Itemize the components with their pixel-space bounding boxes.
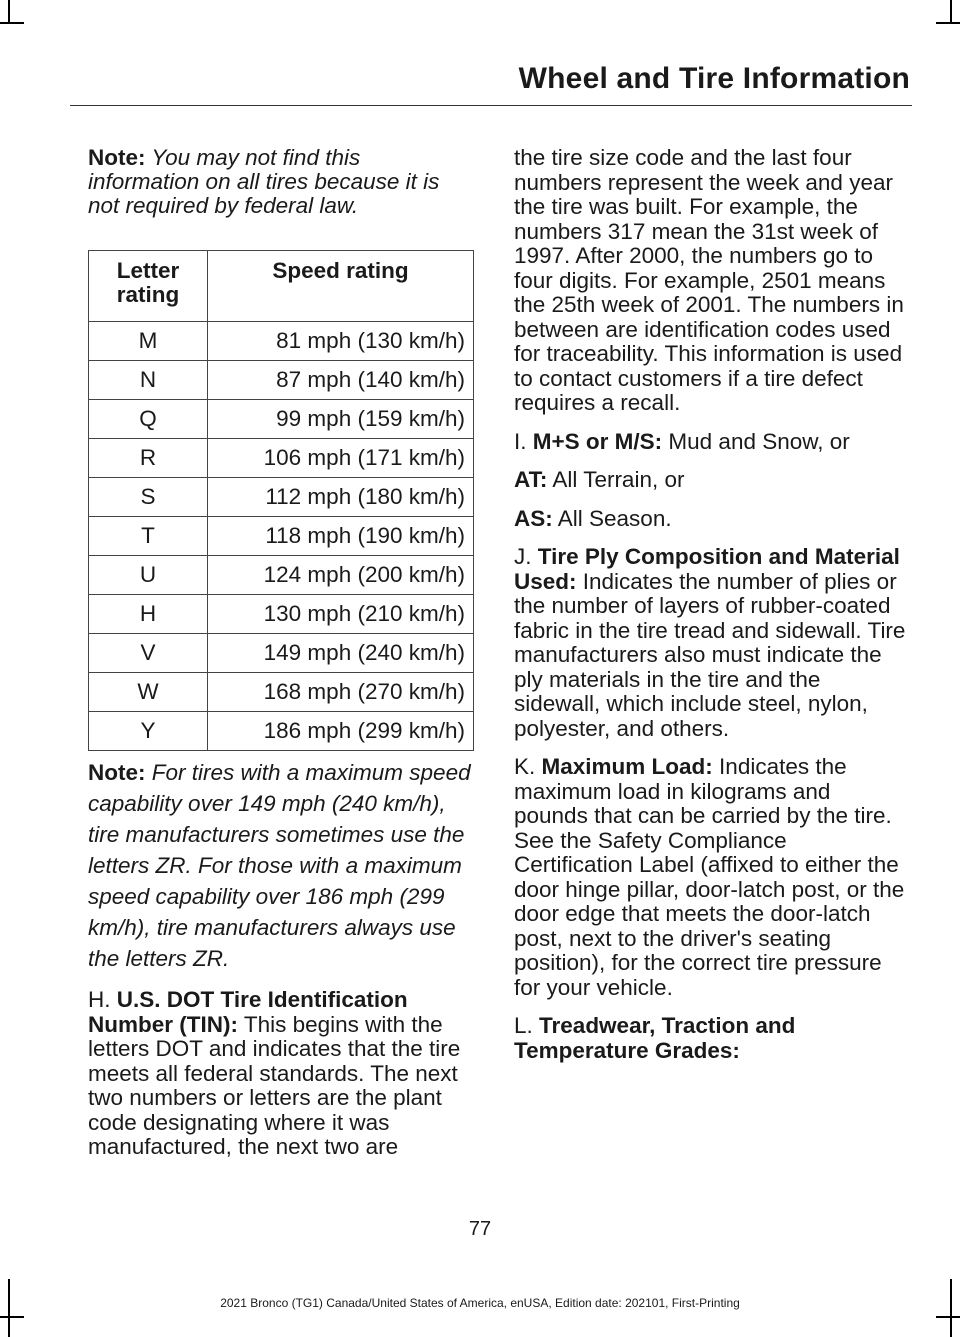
item-heading: Maximum Load:	[541, 754, 713, 779]
right-column	[514, 146, 910, 1075]
crop-mark	[0, 22, 24, 24]
speed-cell: 81 mph (130 km/h)	[208, 322, 474, 361]
letter-cell: Y	[89, 712, 208, 751]
crop-mark	[0, 1316, 24, 1318]
letter-cell: V	[89, 634, 208, 673]
crop-mark	[950, 0, 952, 24]
item-prefix: J.	[514, 544, 538, 569]
edition-footer: 2021 Bronco (TG1) Canada/United States of America, enUSA, Edition date: 202101, First-Printing	[220, 1296, 740, 1310]
item-j-ply-composition	[514, 545, 910, 741]
dot-tin-continuation: the tire size code and the last four numbers represent the week and year the tire was built. For example, the numbers 317 mean the 31st week of 1997. After 2000, the numbers go to four digits. For example, 2501 means the 25th week of 2001. The numbers in between are identification codes used for traceability. This information is used to contact customers if a tire defect requires a recall.	[514, 145, 904, 415]
header-divider	[70, 105, 912, 106]
table-row	[89, 439, 474, 478]
table-row	[89, 556, 474, 595]
letter-cell: M	[89, 322, 208, 361]
item-heading: M+S or M/S:	[532, 428, 663, 454]
table-row	[89, 400, 474, 439]
speed-cell: 186 mph (299 km/h)	[208, 712, 474, 751]
item-text: This begins with the letters DOT and indicates that the tire meets all federal standards. The next two numbers or letters are the plant code designating where it was manufactured, the next two are	[88, 1011, 461, 1159]
item-i-mud-snow	[514, 430, 910, 455]
item-heading: AS:	[514, 505, 553, 531]
item-prefix: I.	[514, 428, 533, 454]
letter-cell: H	[89, 595, 208, 634]
letter-cell: S	[89, 478, 208, 517]
item-all-season	[514, 507, 910, 532]
speed-cell: 112 mph (180 km/h)	[208, 478, 474, 517]
item-text: All Terrain, or	[547, 467, 685, 492]
item-heading: AT:	[514, 467, 548, 492]
item-k-maximum-load	[514, 755, 910, 1000]
item-heading: Treadwear, Traction and Temperature Grades:	[514, 1013, 796, 1063]
column-header-speed-rating: Speed rating	[208, 251, 474, 322]
left-column	[88, 146, 474, 1172]
item-prefix: L.	[514, 1013, 540, 1038]
speed-rating-table	[88, 250, 474, 751]
item-all-terrain	[514, 468, 910, 493]
table-row	[89, 322, 474, 361]
table-row	[89, 517, 474, 556]
table-row	[89, 478, 474, 517]
item-text: All Season.	[552, 505, 672, 531]
item-l-utqg	[514, 1014, 910, 1063]
table-header-row	[89, 251, 474, 322]
table-row	[89, 361, 474, 400]
table-row	[89, 634, 474, 673]
item-heading: U.S. DOT Tire Identification Number (TIN):	[88, 987, 408, 1037]
speed-cell: 124 mph (200 km/h)	[208, 556, 474, 595]
table-row	[89, 595, 474, 634]
speed-cell: 118 mph (190 km/h)	[208, 517, 474, 556]
item-text: Indicates the maximum load in kilograms and pounds that can be carried by the tire. See the Safety Compliance Certification Label (affixed to either the door hinge pillar, door-latch post, or the door edge that meets the door-latch post, next to the driver's seating position), for the correct tire pressure for your vehicle.	[514, 754, 905, 1000]
crop-mark	[8, 0, 10, 24]
letter-cell: T	[89, 517, 208, 556]
letter-cell: Q	[89, 400, 208, 439]
speed-cell: 130 mph (210 km/h)	[208, 595, 474, 634]
table-row	[89, 673, 474, 712]
crop-mark	[936, 22, 960, 24]
crop-mark	[936, 1316, 960, 1318]
letter-cell: R	[89, 439, 208, 478]
note-text: You may not find this information on all tires because it is not required by federal law.	[88, 145, 440, 218]
item-text: Indicates the number of plies or the number of layers of rubber-coated fabric in the tire tread and sidewall. Tire manufacturers also must indicate the ply materials in the tire and the sidewall, which include steel, nylon, polyester, and others.	[514, 568, 906, 741]
letter-cell: W	[89, 673, 208, 712]
speed-cell: 106 mph (171 km/h)	[208, 439, 474, 478]
note-text: For tires with a maximum speed capability over 149 mph (240 km/h), tire manufacturers sometimes use the letters ZR. For those with a maximum speed capability over 186 mph (299 km/h), tire manufacturers always use the letters ZR.	[88, 760, 471, 971]
item-prefix: H.	[88, 987, 117, 1012]
speed-cell: 87 mph (140 km/h)	[208, 361, 474, 400]
item-prefix: K.	[514, 754, 542, 779]
note-federal-law	[88, 146, 474, 218]
speed-cell: 99 mph (159 km/h)	[208, 400, 474, 439]
item-h-dot-tin	[88, 988, 474, 1160]
item-text: Mud and Snow, or	[662, 428, 850, 454]
section-title: Wheel and Tire Information	[518, 62, 910, 95]
item-heading: Tire Ply Composition and Material Used:	[514, 544, 900, 594]
note-zr-rating	[88, 757, 474, 974]
speed-cell: 149 mph (240 km/h)	[208, 634, 474, 673]
note-label: Note:	[88, 760, 146, 785]
letter-cell: U	[89, 556, 208, 595]
column-header-letter-rating: Letter rating	[89, 251, 208, 322]
letter-cell: N	[89, 361, 208, 400]
page-number: 77	[468, 1218, 492, 1240]
note-label: Note:	[88, 145, 146, 170]
speed-cell: 168 mph (270 km/h)	[208, 673, 474, 712]
table-row	[89, 712, 474, 751]
